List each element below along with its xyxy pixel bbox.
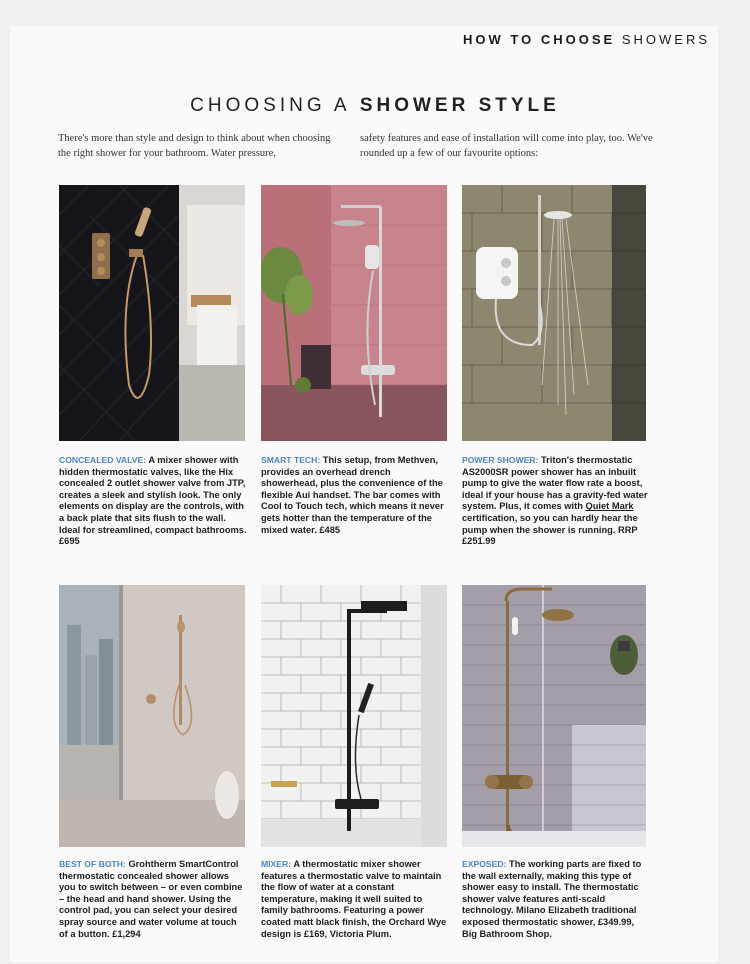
running-header <box>463 32 710 47</box>
caption-label: SMART TECH: <box>261 455 321 465</box>
caption-exposed <box>462 859 650 940</box>
photo-best-of-both <box>59 585 245 847</box>
caption-label: CONCEALED VALVE: <box>59 455 147 465</box>
photo-power-shower <box>462 185 646 441</box>
caption-concealed-valve <box>59 455 247 548</box>
caption-best-of-both <box>59 859 247 940</box>
caption-text: Grohtherm SmartControl thermostatic concealed shower allows you to switch between – or even combine – the head and hand shower. Using the control pad, you can select your desired spray source and water volume at touch of a button. £1,294 <box>59 859 243 939</box>
caption-smart-tech <box>261 455 449 536</box>
caption-label: MIXER: <box>261 859 292 869</box>
caption-mixer <box>261 859 449 940</box>
intro-paragraph-right: safety features and ease of installation will come into play, too. We've rounded up a few of our favourite options: <box>360 133 653 159</box>
caption-text: The working parts are fixed to the wall externally, making this type of shower easy to install. The thermostatic shower valve features anti-scald technology. Milano Elizabeth traditional exposed thermostatic shower, £349.99, Big Bathroom Shop. <box>462 859 642 939</box>
running-header-topic: SHOWERS <box>621 32 710 47</box>
intro-paragraph-left: There's more than style and design to think about when choosing the right shower for your bathroom. Water pressure, <box>58 133 331 159</box>
running-header-section: HOW TO CHOOSE <box>463 32 616 47</box>
caption-text: This setup, from Methven, provides an overhead drench showerhead, plus the convenience of the flexible Aui handset. The bar comes with Cool to Touch tech, which means it never gets hotter than the temperature of the mixed water. £485 <box>261 455 444 535</box>
caption-text: A thermostatic mixer shower features a thermostatic valve to maintain the flow of water at a constant temperature, making it well suited to family bathrooms. Featuring a power coated matt black finish, the Orchard Wye design is £169, Victoria Plum. <box>261 859 447 939</box>
caption-text: Triton's thermostatic AS2000SR power shower has an inbuilt pump to give the water flow rate a boost, ideal if your house has a gravity-fed water system. Plus, it comes with <box>462 455 648 512</box>
quiet-mark-link[interactable]: Quiet Mark <box>585 501 634 512</box>
photo-mixer <box>261 585 447 847</box>
caption-label: POWER SHOWER: <box>462 455 539 465</box>
page-title <box>0 95 750 117</box>
caption-label: EXPOSED: <box>462 859 507 869</box>
page-title-light: CHOOSING A <box>190 95 351 116</box>
caption-text: A mixer shower with hidden thermostatic valves, like the Hix concealed 2 outlet shower valve from JTP, creates a sleek and stylish look. The only elements on display are the controls, with a back plate that sits flush to the wall. Ideal for streamlined, compact bathrooms. £695 <box>59 455 247 547</box>
caption-text: certification, so you can hardly hear the pump when the shower is running. RRP £251.99 <box>462 512 638 547</box>
photo-smart-tech <box>261 185 447 441</box>
caption-power-shower <box>462 455 650 548</box>
page-title-bold: SHOWER STYLE <box>359 95 560 116</box>
caption-label: BEST OF BOTH: <box>59 859 126 869</box>
photo-concealed-valve <box>59 185 245 441</box>
photo-exposed <box>462 585 646 847</box>
